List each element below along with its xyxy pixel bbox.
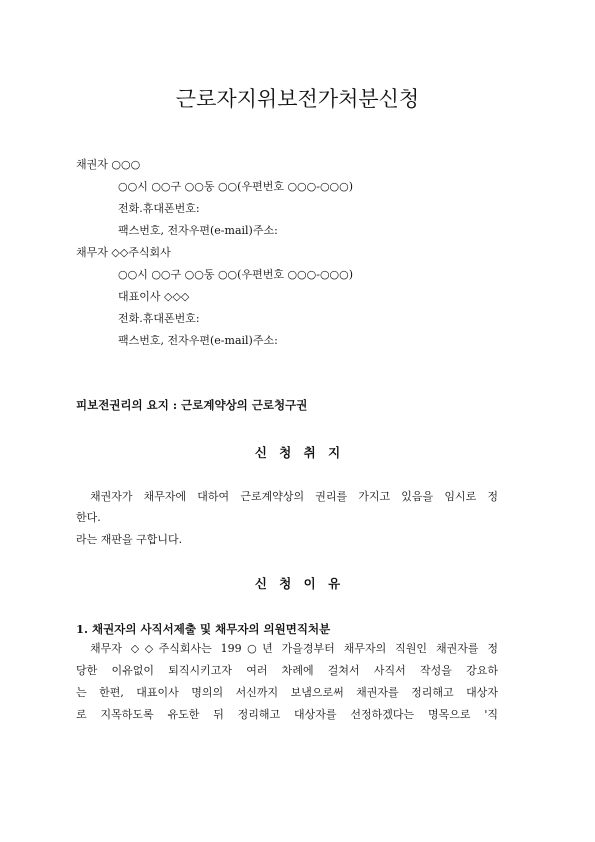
debtor-address: ○○시 ○○구 ○○동 ○○(우편번호 ○○○-○○○) — [118, 268, 354, 281]
purpose-line-1: 채권자가 채무자에 대하여 근로계약상의 권리를 가지고 있음을 임시로 정 — [90, 490, 498, 503]
creditor-phone: 전화.휴대폰번호: — [118, 202, 200, 215]
debtor-label: 채무자 ◇◇주식회사 — [76, 246, 171, 259]
purpose-heading: 신 청 취 지 — [254, 445, 341, 460]
section1-line-2: 당한 이유없이 퇴직시키고자 여러 차례에 걸쳐서 사직서 작성을 강요하 — [76, 664, 498, 677]
purpose-line-2: 한다. — [76, 511, 101, 524]
purpose-line-3: 라는 재판을 구합니다. — [76, 533, 183, 546]
debtor-phone: 전화.휴대폰번호: — [118, 312, 200, 325]
section1-line-1: 채무자 ◇◇주식회사는 199○년 가을경부터 채무자의 직원인 채권자를 정 — [90, 642, 498, 655]
section1-heading: 1. 채권자의 사직서제출 및 채무자의 의원면직처분 — [76, 622, 331, 636]
creditor-label: 채권자 ○○○ — [76, 158, 141, 171]
preserved-right-summary: 피보전권리의 요지 : 근로계약상의 근로청구권 — [76, 398, 308, 412]
section1-line-3: 는 한편, 대표이사 명의의 서신까지 보냄으로써 채권자를 정리해고 대상자 — [76, 686, 498, 699]
creditor-fax-email: 팩스번호, 전자우편(e-mail)주소: — [118, 224, 278, 237]
debtor-fax-email: 팩스번호, 전자우편(e-mail)주소: — [118, 334, 278, 347]
creditor-address: ○○시 ○○구 ○○동 ○○(우편번호 ○○○-○○○) — [118, 180, 354, 193]
section1-line-4: 로 지목하도록 유도한 뒤 정리해고 대상자를 선정하겠다는 명목으로 '직 — [76, 708, 498, 721]
debtor-representative: 대표이사 ◇◇◇ — [118, 290, 190, 303]
reason-heading: 신 청 이 유 — [254, 576, 341, 591]
document-title: 근로자지위보전가처분신청 — [175, 87, 420, 111]
